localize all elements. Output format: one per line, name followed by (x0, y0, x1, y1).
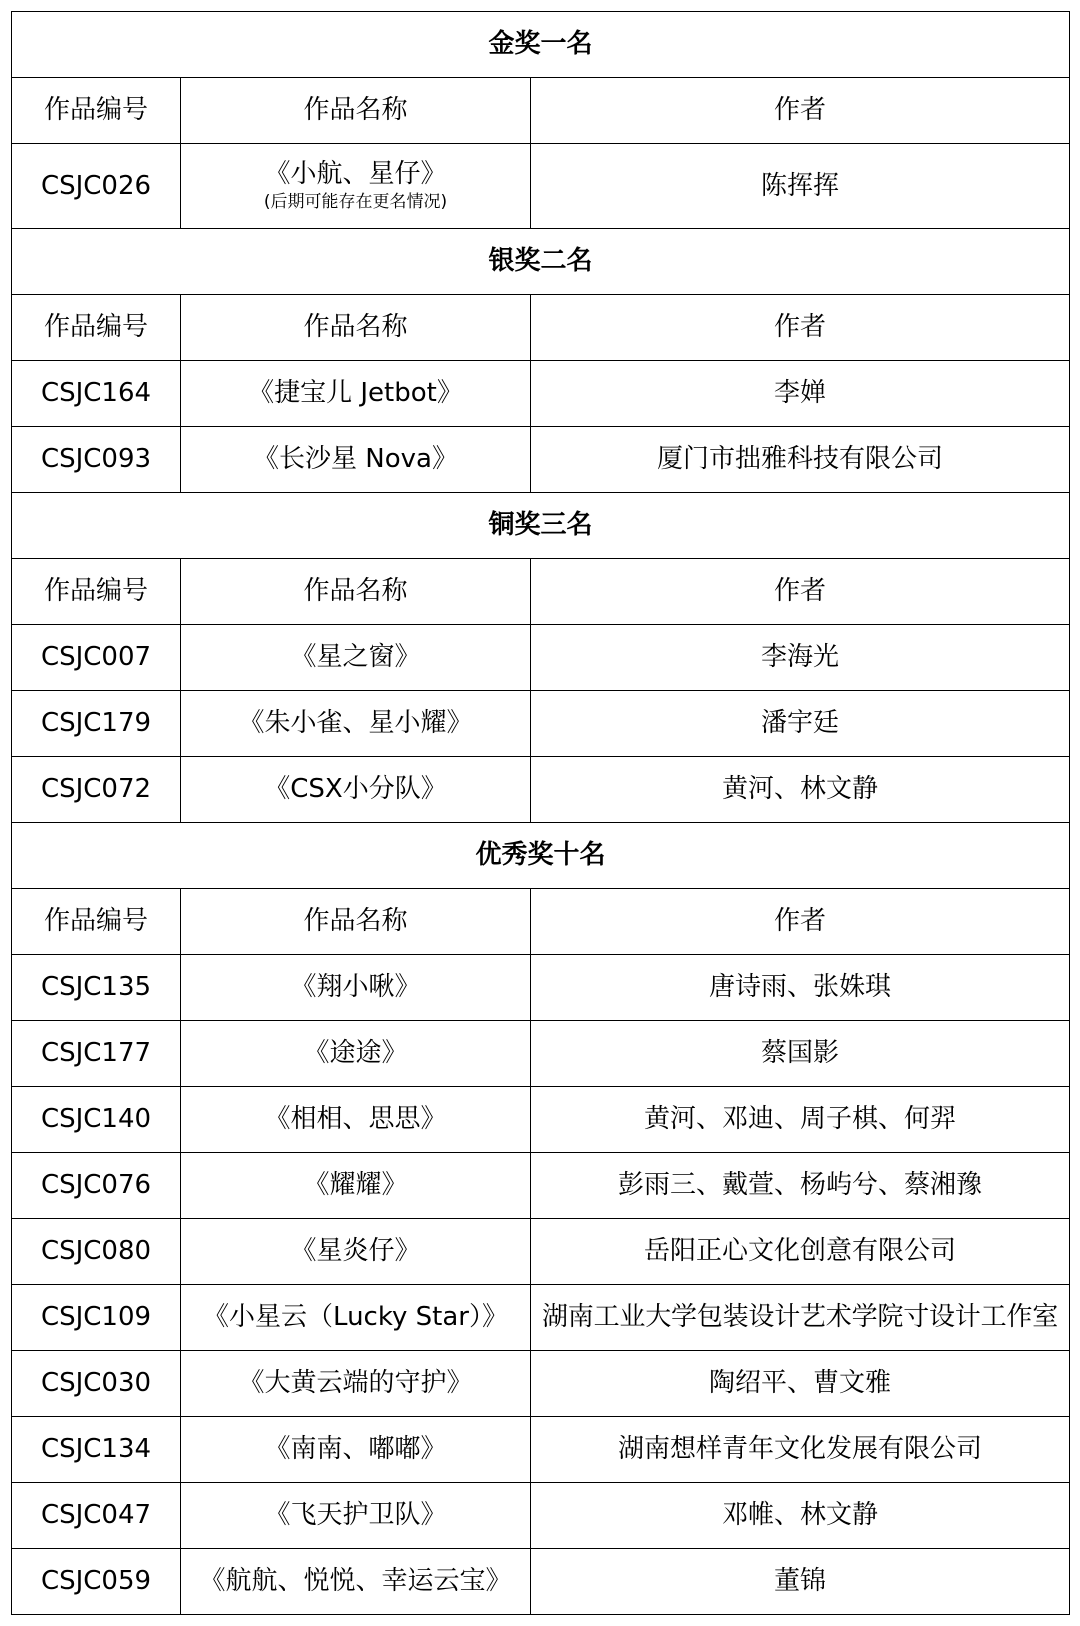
work-name: 《大黄云端的守护》 (181, 1351, 531, 1417)
table-row (12, 757, 1070, 823)
work-name: 《星之窗》 (181, 625, 531, 691)
work-author: 厦门市拙雅科技有限公司 (531, 427, 1070, 493)
work-author: 黄河、林文静 (531, 757, 1070, 823)
work-author: 潘宇廷 (531, 691, 1070, 757)
work-id: CSJC072 (12, 757, 181, 823)
section-title-silver: 银奖二名 (12, 229, 1070, 295)
table-row (12, 1153, 1070, 1219)
work-id: CSJC164 (12, 361, 181, 427)
work-author: 黄河、邓迪、周子棋、何羿 (531, 1087, 1070, 1153)
work-id: CSJC007 (12, 625, 181, 691)
section-title-gold: 金奖一名 (12, 12, 1070, 78)
section-title-row-bronze (12, 493, 1070, 559)
header-row-gold (12, 78, 1070, 144)
work-name: 《航航、悦悦、幸运云宝》 (181, 1549, 531, 1615)
work-author: 湖南工业大学包装设计艺术学院寸设计工作室 (531, 1285, 1070, 1351)
header-id-excellence: 作品编号 (12, 889, 181, 955)
header-name-excellence: 作品名称 (181, 889, 531, 955)
work-name: 《朱小雀、星小耀》 (181, 691, 531, 757)
work-id: CSJC179 (12, 691, 181, 757)
header-name-gold: 作品名称 (181, 78, 531, 144)
header-author-silver: 作者 (531, 295, 1070, 361)
work-id: CSJC177 (12, 1021, 181, 1087)
work-name: 《长沙星 Nova》 (181, 427, 531, 493)
work-name: 《相相、思思》 (181, 1087, 531, 1153)
table-row (12, 1549, 1070, 1615)
work-author: 董锦 (531, 1549, 1070, 1615)
table-row (12, 361, 1070, 427)
header-row-bronze (12, 559, 1070, 625)
work-name: 《途途》 (181, 1021, 531, 1087)
table-row (12, 1417, 1070, 1483)
table-row (12, 691, 1070, 757)
work-author: 岳阳正心文化创意有限公司 (531, 1219, 1070, 1285)
table-row (12, 625, 1070, 691)
table-row (12, 1483, 1070, 1549)
work-id: CSJC059 (12, 1549, 181, 1615)
table-row (12, 1087, 1070, 1153)
work-id: CSJC076 (12, 1153, 181, 1219)
work-author: 唐诗雨、张姝琪 (531, 955, 1070, 1021)
header-author-bronze: 作者 (531, 559, 1070, 625)
section-title-row-silver (12, 229, 1070, 295)
header-row-excellence (12, 889, 1070, 955)
work-author: 李海光 (531, 625, 1070, 691)
table-row (12, 1219, 1070, 1285)
work-id: CSJC109 (12, 1285, 181, 1351)
work-name: 《小航、星仔》 (264, 159, 447, 190)
work-name: 《小星云（Lucky Star）》 (181, 1285, 531, 1351)
work-id: CSJC093 (12, 427, 181, 493)
work-name: 《CSX小分队》 (181, 757, 531, 823)
work-name: 《星炎仔》 (181, 1219, 531, 1285)
work-name: 《南南、嘟嘟》 (181, 1417, 531, 1483)
work-author: 蔡国影 (531, 1021, 1070, 1087)
header-author-gold: 作者 (531, 78, 1070, 144)
work-name: 《飞天护卫队》 (181, 1483, 531, 1549)
table-row (12, 1351, 1070, 1417)
work-id: CSJC047 (12, 1483, 181, 1549)
work-name: 《捷宝儿 Jetbot》 (181, 361, 531, 427)
header-name-bronze: 作品名称 (181, 559, 531, 625)
section-title-row-excellence (12, 823, 1070, 889)
work-author: 邓帷、林文静 (531, 1483, 1070, 1549)
section-title-bronze: 铜奖三名 (12, 493, 1070, 559)
work-id: CSJC140 (12, 1087, 181, 1153)
work-id: CSJC030 (12, 1351, 181, 1417)
table-row (12, 1021, 1070, 1087)
work-author: 李婵 (531, 361, 1070, 427)
work-id: CSJC080 (12, 1219, 181, 1285)
header-name-silver: 作品名称 (181, 295, 531, 361)
work-id: CSJC026 (12, 144, 181, 229)
table-row (12, 144, 1070, 229)
work-author: 彭雨三、戴萱、杨屿兮、蔡湘豫 (531, 1153, 1070, 1219)
header-author-excellence: 作者 (531, 889, 1070, 955)
work-name-note: (后期可能存在更名情况) (263, 191, 448, 212)
table-row (12, 427, 1070, 493)
section-title-row-gold (12, 12, 1070, 78)
work-id: CSJC135 (12, 955, 181, 1021)
award-table (11, 11, 1070, 1615)
work-name: 《耀耀》 (181, 1153, 531, 1219)
header-id-gold: 作品编号 (12, 78, 181, 144)
work-author: 陶绍平、曹文雅 (531, 1351, 1070, 1417)
work-author: 陈挥挥 (531, 144, 1070, 229)
work-id: CSJC134 (12, 1417, 181, 1483)
work-author: 湖南想样青年文化发展有限公司 (531, 1417, 1070, 1483)
table-row (12, 955, 1070, 1021)
header-id-bronze: 作品编号 (12, 559, 181, 625)
table-row (12, 1285, 1070, 1351)
work-name-cell (181, 144, 531, 229)
header-id-silver: 作品编号 (12, 295, 181, 361)
section-title-excellence: 优秀奖十名 (12, 823, 1070, 889)
header-row-silver (12, 295, 1070, 361)
work-name: 《翔小啾》 (181, 955, 531, 1021)
